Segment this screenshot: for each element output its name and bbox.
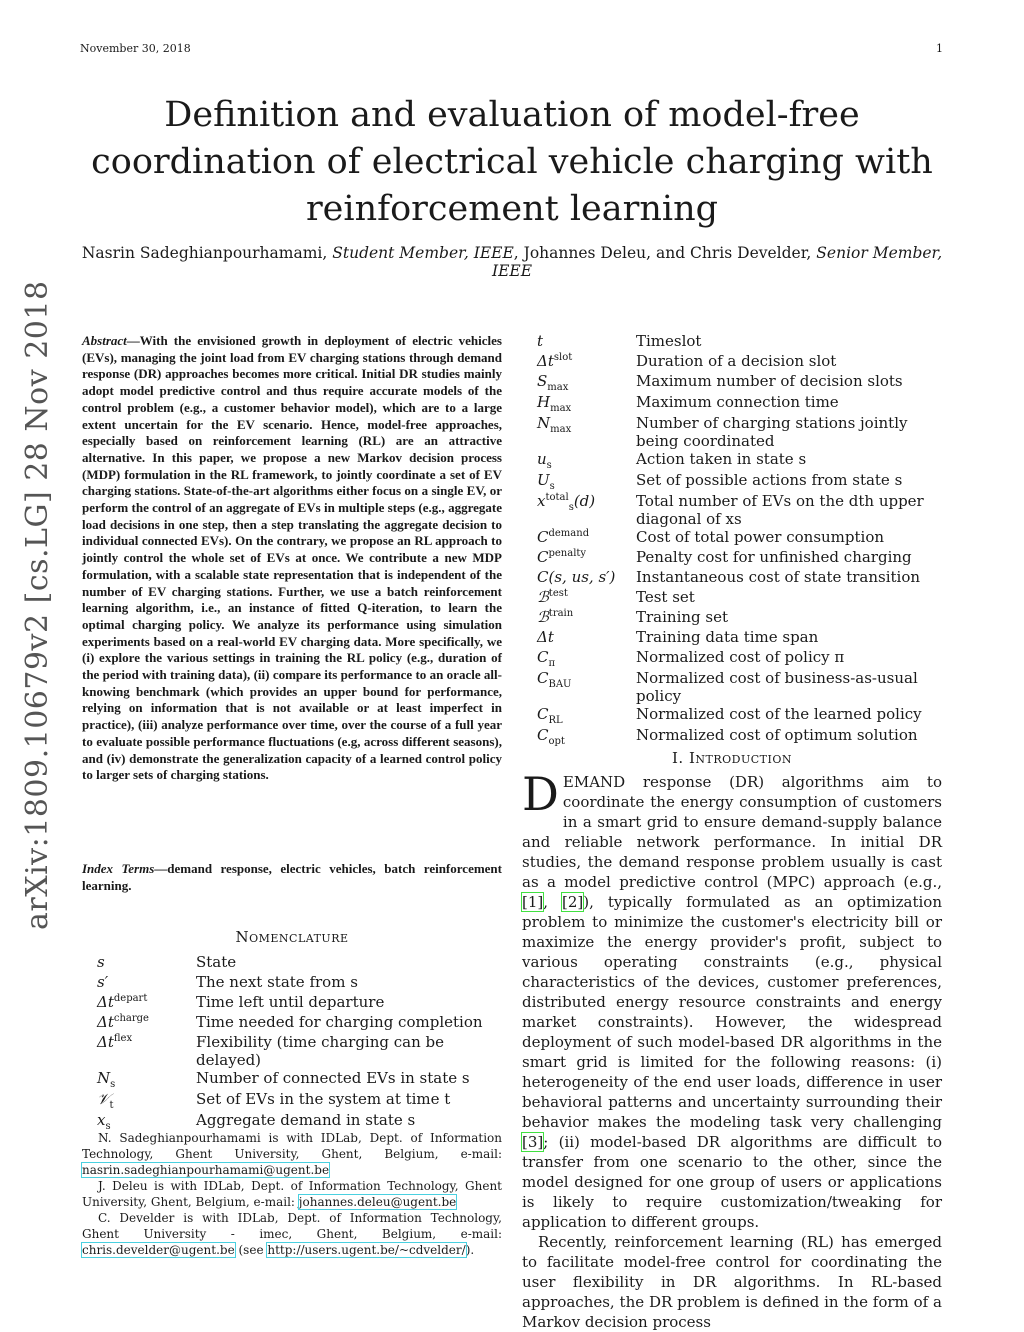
nomenclature-description: Penalty cost for unfinished charging	[636, 548, 912, 566]
nomenclature-symbol: $C_{BAU}$	[537, 669, 572, 690]
nomenclature-row	[537, 705, 942, 726]
citation-2-link[interactable]: [2]	[562, 893, 584, 911]
nomenclature-row	[537, 332, 942, 352]
nomenclature-table-left	[97, 953, 502, 1132]
author-3-role: Senior Member, IEEE	[491, 244, 943, 280]
abstract-label: Abstract	[82, 333, 127, 348]
header-date: November 30, 2018	[80, 42, 191, 55]
nomenclature-row	[537, 372, 942, 393]
nomenclature-symbol: $x_s$	[97, 1111, 111, 1132]
nomenclature-description: Duration of a decision slot	[636, 352, 837, 370]
nomenclature-description: Instantaneous cost of state transition	[636, 568, 921, 586]
nomenclature-symbol: 𝒱$_t$	[97, 1090, 114, 1111]
nomenclature-description: The next state from s	[196, 973, 358, 991]
nomenclature-description: Flexibility (time charging can be delayed)	[196, 1033, 445, 1069]
nomenclature-description: Maximum connection time	[636, 393, 839, 411]
nomenclature-row	[537, 471, 942, 492]
nomenclature-symbol: $\Delta t^{depart}$	[97, 993, 148, 1011]
nomenclature-symbol: C(s, us, s′)	[537, 568, 616, 586]
nomenclature-symbol: $\Delta t^{slot}$	[537, 352, 573, 370]
nomenclature-symbol: s	[97, 953, 105, 971]
intro-paragraph-1	[522, 767, 942, 1232]
footnote-1-text: N. Sadeghianpourhamami is with IDLab, Dept. of Information Technology, Ghent University, Ghent, Belgium, e-mail:	[82, 1131, 502, 1161]
nomenclature-row	[537, 628, 942, 648]
footnote-1-email-link[interactable]: nasrin.sadeghianpourhamami@ugent.be	[82, 1163, 330, 1177]
nomenclature-symbol: s′	[97, 973, 109, 991]
nomenclature-description: Normalized cost of policy π	[636, 648, 845, 666]
footnote-3-end: ).	[465, 1243, 475, 1257]
footnote-2-email-link[interactable]: johannes.deleu@ugent.be	[298, 1195, 457, 1209]
nomenclature-symbol: $S_{max}$	[537, 372, 569, 393]
nomenclature-symbol: $H_{max}$	[537, 393, 572, 414]
arxiv-stamp	[20, 280, 60, 950]
footnote-2-text: J. Deleu is with IDLab, Dept. of Information Technology, Ghent University, Ghent, Belgium, e-mail:	[82, 1179, 502, 1209]
nomenclature-row	[97, 953, 502, 973]
arxiv-stamp-text: arXiv:1809.10679v2 [cs.LG] 28 Nov 2018	[20, 280, 55, 930]
introduction-body	[522, 767, 942, 1332]
nomenclature-row	[537, 726, 942, 747]
nomenclature-row	[97, 1013, 502, 1033]
nomenclature-symbol: $C^{demand}$	[537, 528, 590, 546]
abstract-text: —With the envisioned growth in deployment of electric vehicles (EVs), managing the joint load from EV charging stations through demand response (DR) approaches becomes more critical. Initial DR studies mainly adopt model predictive control and thus require accurate models of the control problem (e.g., a customer behavior model), which are to a large extent uncertain for the EV scenario. Hence, model-free approaches, especially based on reinforcement learning (RL) are an attractive alternative. In this paper, we propose a new Markov decision process (MDP) formulation in the RL framework, to jointly coordinate a set of EV charging stations. State-of-the-art algorithms either focus on a single EV, or perform the control of an aggregate of EVs in multiple steps (e.g., aggregate load decisions in one step, then a step translating the aggregate decision to individual connected EVs). On the contrary, we propose an RL approach to jointly control the whole set of EVs at once. We contribute a new MDP formulation, with a scalable state representation that is independent of the number of EV charging stations. Further, we use a batch reinforcement learning algorithm, i.e., an instance of fitted Q-iteration, to learn the optimal charging policy. We analyze its performance using simulation experiments based on a real-world EV charging data. More specifically, we (i) explore the various settings in training the RL policy (e.g., duration of the period with training data), (ii) compare its performance to an oracle all-knowing benchmark (which provides an upper bound for performance, relying on information that is not available or at least imperfect in practice), (iii) analyze performance over time, over the course of a full year to evaluate possible performance fluctuations (e.g, across different seasons), and (iv) demonstrate the generalization capacity of a learned control policy to larger sets of charging stations.	[82, 333, 502, 783]
nomenclature-table-right	[537, 332, 942, 747]
nomenclature-description: Maximum number of decision slots	[636, 372, 903, 390]
nomenclature-symbol: ℬ$^{test}$	[537, 588, 568, 606]
citation-1-link[interactable]: [1]	[522, 893, 544, 911]
nomenclature-row	[537, 568, 942, 588]
footnote-3-text: C. Develder is with IDLab, Dept. of Information Technology, Ghent University - imec, Ghent, Belgium, e-mail:	[82, 1211, 502, 1241]
nomenclature-row	[537, 548, 942, 568]
introduction-heading: I. Introduction	[672, 749, 792, 767]
intro-p1-mid: ), typically formulated as an optimization problem to minimize the customer's electricity bill or maximize the energy provider's profit, subject to various operating constraints (e.g., physical characteristics of the devices, customer preferences, distributed energy resource constraints and energy market constraints). However, the widespread deployment of such model-based DR algorithms in the smart grid is limited for the following reasons: (i) heterogeneity of the end user loads, difference in user behavioral patterns and uncertainty surrounding their behavior makes the modeling task very challenging	[522, 893, 942, 1131]
nomenclature-description: Set of EVs in the system at time t	[196, 1090, 451, 1108]
nomenclature-row	[537, 528, 942, 548]
nomenclature-row	[537, 414, 942, 450]
nomenclature-symbol: $N_{max}$	[537, 414, 572, 435]
nomenclature-symbol: $C^{penalty}$	[537, 548, 587, 566]
footnote-3-mid: (see	[234, 1243, 268, 1257]
footnote-3	[82, 1210, 502, 1258]
nomenclature-row	[537, 588, 942, 608]
nomenclature-description: Aggregate demand in state s	[196, 1111, 416, 1129]
nomenclature-row	[537, 669, 942, 705]
nomenclature-symbol: $\Delta t^{charge}$	[97, 1013, 149, 1031]
nomenclature-description: Total number of EVs on the dth upper diagonal of xs	[636, 492, 924, 528]
author-list	[60, 244, 964, 280]
footnotes	[82, 1130, 502, 1258]
nomenclature-description: Timeslot	[636, 332, 702, 350]
nomenclature-description: Normalized cost of optimum solution	[636, 726, 918, 744]
nomenclature-symbol: Δt	[537, 628, 554, 646]
index-terms-text: —demand response, electric vehicles, batch reinforcement learning.	[82, 861, 502, 893]
nomenclature-row	[537, 352, 942, 372]
nomenclature-heading: Nomenclature	[235, 928, 349, 946]
nomenclature-description: Time needed for charging completion	[196, 1013, 483, 1031]
footnote-3-url-link[interactable]: http://users.ugent.be/~cdvelder/	[267, 1243, 466, 1257]
nomenclature-symbol: $\Delta t^{flex}$	[97, 1033, 133, 1051]
nomenclature-symbol: ℬ$^{train}$	[537, 608, 574, 626]
nomenclature-description: Time left until departure	[196, 993, 385, 1011]
intro-p1-lead: EMAND response (DR) algorithms aim to coordinate the energy consumption of customers in a smart grid to ensure demand-supply balance and reliable network performance. In initial DR studies, the demand response problem usually is cast as a model predictive control (MPC) approach (e.g.,	[522, 773, 942, 891]
abstract	[82, 333, 502, 784]
nomenclature-row	[97, 993, 502, 1013]
drop-cap: D	[522, 767, 559, 821]
page-number: 1	[936, 42, 943, 55]
nomenclature-symbol: $u_s$	[537, 450, 552, 471]
nomenclature-description: Number of connected EVs in state s	[196, 1069, 470, 1087]
nomenclature-symbol: $N_s$	[97, 1069, 116, 1090]
footnote-1	[82, 1130, 502, 1178]
nomenclature-description: Number of charging stations jointly being coordinated	[636, 414, 908, 450]
paper-title: Definition and evaluation of model-free coordination of electrical vehicle charging with reinforcement learning	[91, 95, 933, 229]
intro-paragraph-2: Recently, reinforcement learning (RL) has emerged to facilitate model-free control for coordinating the user flexibility in DR algorithms. In RL-based approaches, the DR problem is defined in the form of a Markov decision process	[522, 1233, 942, 1331]
nomenclature-row	[537, 393, 942, 414]
author-2-3: , Johannes Deleu, and Chris Develder,	[513, 244, 812, 262]
nomenclature-description: Set of possible actions from state s	[636, 471, 903, 489]
nomenclature-row	[537, 648, 942, 669]
nomenclature-row	[97, 1090, 502, 1111]
index-terms-label: Index Terms	[82, 861, 155, 876]
nomenclature-symbol: $U_s$	[537, 471, 555, 492]
nomenclature-description: State	[196, 953, 237, 971]
index-terms	[82, 861, 502, 894]
nomenclature-row	[97, 1111, 502, 1132]
nomenclature-description: Normalized cost of the learned policy	[636, 705, 922, 723]
nomenclature-description: Training data time span	[636, 628, 819, 646]
nomenclature-symbol: $C_\pi$	[537, 648, 556, 669]
nomenclature-symbol: $C_{RL}$	[537, 705, 563, 726]
nomenclature-row	[97, 1033, 502, 1069]
nomenclature-row	[537, 608, 942, 628]
nomenclature-description: Action taken in state s	[636, 450, 807, 468]
footnote-3-email-link[interactable]: chris.develder@ugent.be	[82, 1243, 235, 1257]
nomenclature-description: Training set	[636, 608, 729, 626]
nomenclature-description: Test set	[636, 588, 695, 606]
nomenclature-symbol: t	[537, 332, 544, 350]
nomenclature-symbol: $x^{total}_s(d)$	[537, 492, 596, 513]
author-1: Nasrin Sadeghianpourhamami,	[81, 244, 328, 262]
intro-sep: ,	[543, 893, 562, 911]
citation-3-link[interactable]: [3]	[522, 1133, 544, 1151]
nomenclature-symbol: $C_{opt}$	[537, 726, 565, 747]
nomenclature-row	[537, 492, 942, 528]
intro-p1-end: ; (ii) model-based DR algorithms are difficult to transfer from one scenario to the other, since the model designed for one group of users or applications is likely to require customization/tweaking for application to different groups.	[522, 1133, 942, 1231]
nomenclature-row	[537, 450, 942, 471]
nomenclature-description: Cost of total power consumption	[636, 528, 885, 546]
nomenclature-description: Normalized cost of business-as-usual policy	[636, 669, 918, 705]
nomenclature-row	[97, 973, 502, 993]
author-1-role: Student Member, IEEE	[332, 244, 514, 262]
nomenclature-row	[97, 1069, 502, 1090]
footnote-2	[82, 1178, 502, 1210]
